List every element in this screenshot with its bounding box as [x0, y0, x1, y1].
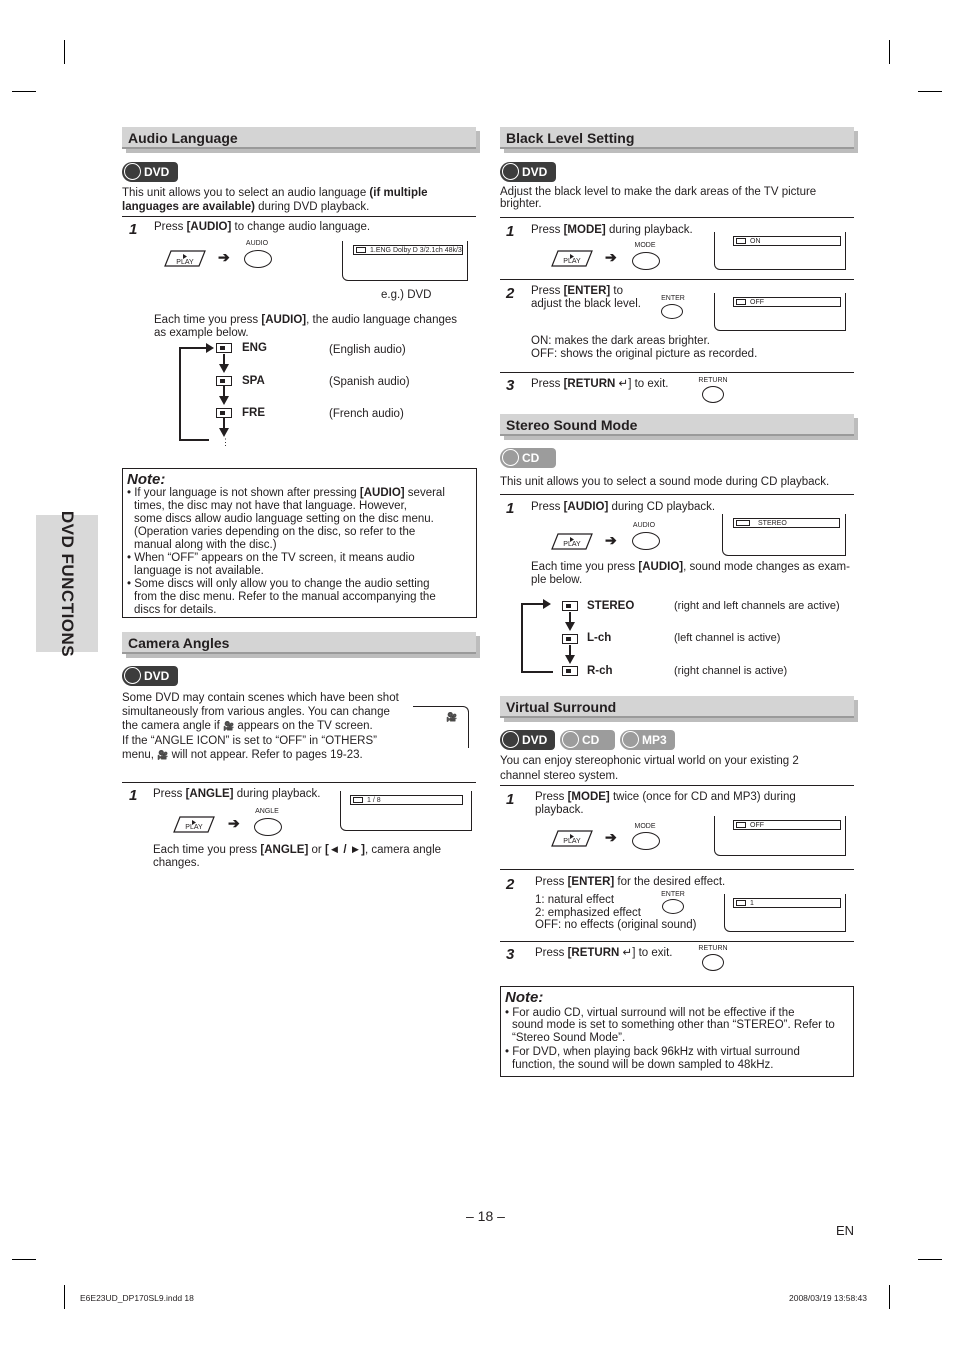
osd-display: ON [733, 236, 841, 246]
tv-screen [413, 706, 469, 748]
note-line: some discs allow audio language setting on the disc menu. [134, 513, 434, 525]
surround-option: 1: natural effect [535, 894, 615, 906]
enter-button-icon [661, 304, 683, 319]
black-on-text: ON: makes the dark areas brighter. [531, 335, 710, 347]
step-number: 2 [506, 876, 515, 893]
loop-line [521, 603, 545, 605]
crop-mark [889, 1285, 890, 1309]
step-number: 1 [506, 223, 515, 240]
play-label: PLAY [563, 258, 581, 265]
mode-desc: (right and left channels are active) [674, 600, 840, 612]
crop-mark [889, 40, 890, 64]
disc-icon [502, 449, 519, 466]
dvd-badge: DVD [122, 666, 178, 686]
note-line: sound mode is set to something other than “STEREO”. Refer to [512, 1019, 835, 1031]
more-indicator: ⋮ [221, 437, 230, 447]
note-line: “Stereo Sound Mode”. [512, 1032, 626, 1044]
play-label: PLAY [563, 541, 581, 548]
return-button-label: RETURN [698, 945, 728, 952]
footer-timestamp: 2008/03/19 13:58:43 [789, 1293, 867, 1303]
black-step3-text: Press [RETURN ↵] to exit. [531, 378, 669, 390]
enter-button-label: ENTER [661, 891, 685, 898]
divider [122, 216, 476, 217]
page-number: – 18 – [466, 1208, 505, 1224]
surround-intro: You can enjoy stereophonic virtual world on your existing 2 [500, 755, 799, 767]
step-number: 3 [506, 946, 515, 963]
black-step2-text: Press [ENTER] to [531, 285, 624, 297]
note-line: from the disc menu. Refer to the manual accompanying the [134, 591, 436, 603]
play-label: PLAY [563, 838, 581, 845]
dvd-badge: DVD [122, 162, 178, 182]
audio-each-text: Each time you press [AUDIO], the audio language changes [154, 314, 458, 326]
lang-desc: (Spanish audio) [329, 376, 410, 388]
language-label: EN [836, 1223, 855, 1238]
return-button-icon [702, 954, 724, 971]
arrow-right-icon: ➔ [228, 815, 240, 831]
note-line: function, the sound will be down sampled to 48kHz. [512, 1059, 774, 1071]
arrow-head-icon [206, 343, 214, 353]
audio-icon [216, 408, 232, 418]
note-bullet: • Some discs will only allow you to change the audio setting [127, 578, 430, 590]
disc-icon [562, 731, 579, 748]
dvd-badge: DVD [500, 162, 556, 182]
section-title-camera-angles: Camera Angles [122, 632, 476, 654]
cd-badge: CD [500, 448, 556, 468]
note-box [122, 468, 477, 618]
section-title-black-level: Black Level Setting [500, 127, 854, 149]
section-title-stereo-sound: Stereo Sound Mode [500, 414, 854, 436]
divider [500, 941, 854, 942]
arrow-right-icon: ➔ [605, 829, 617, 845]
disc-icon [622, 731, 639, 748]
audio-button-icon [244, 250, 272, 268]
note-line: times, the disc may not have that language. However, [134, 500, 407, 512]
crop-mark [12, 1259, 36, 1260]
crop-mark [918, 1259, 942, 1260]
mode-button-icon [632, 832, 660, 850]
crop-mark [12, 91, 36, 92]
arrow-down-icon [565, 622, 575, 631]
return-icon: ↵ [615, 378, 629, 390]
audio-button-icon [632, 532, 660, 550]
mode-code: L-ch [587, 632, 612, 644]
arrow-right-icon: ➔ [605, 532, 617, 548]
black-off-text: OFF: shows the original picture as recorded. [531, 348, 758, 360]
return-button-icon [702, 386, 724, 403]
eg-label: e.g.) DVD [381, 289, 432, 301]
disc-icon [124, 163, 141, 180]
note-title: Note: [505, 989, 544, 1006]
camera-icon: 🎥 [157, 750, 169, 760]
surround-option: 2: emphasized effect [535, 907, 641, 919]
divider [500, 785, 854, 786]
surround-step3-text: Press [RETURN ↵] to exit. [535, 947, 673, 959]
audio-icon [562, 634, 578, 644]
osd-display: OFF [733, 297, 841, 307]
mode-code: R-ch [587, 665, 613, 677]
step-number: 1 [129, 221, 138, 238]
enter-button-label: ENTER [661, 295, 685, 302]
mp3-badge: MP3 [620, 730, 675, 750]
note-bullet: • For DVD, when playing back 96kHz with virtual surround [505, 1046, 800, 1058]
divider [500, 372, 854, 373]
note-line: discs for details. [134, 604, 217, 616]
angle-intro: If the “ANGLE ICON” is set to “OFF” in “OTHERS” [122, 735, 377, 747]
section-title-audio-language: Audio Language [122, 127, 476, 149]
loop-line [521, 671, 553, 673]
footer-file: E6E23UD_DP170SL9.indd 18 [80, 1293, 194, 1303]
note-bullet: • When “OFF” appears on the TV screen, it means audio [127, 552, 415, 564]
mode-desc: (left channel is active) [674, 632, 781, 644]
step-number: 1 [506, 500, 515, 517]
audio-icon [562, 601, 578, 611]
angle-step1-text: Press [ANGLE] during playback. [153, 788, 321, 800]
divider [500, 869, 854, 870]
disc-icon [502, 731, 519, 748]
osd-display: 1 / 8 [350, 795, 463, 805]
disc-icon [502, 163, 519, 180]
loop-line [179, 347, 181, 441]
divider [500, 494, 854, 495]
lang-code: FRE [242, 407, 265, 419]
audio-intro-2: languages are available) during DVD playback. [122, 201, 370, 213]
stereo-intro: This unit allows you to select a sound mode during CD playback. [500, 476, 830, 488]
crop-mark [64, 1285, 65, 1309]
loop-line [179, 439, 209, 441]
return-icon: ↵ [619, 947, 633, 959]
black-step1-text: Press [MODE] during playback. [531, 224, 693, 236]
divider [500, 217, 854, 218]
angle-button-label: ANGLE [255, 808, 279, 815]
crop-mark [64, 40, 65, 64]
step-number: 3 [506, 377, 515, 394]
note-line: (Operation varies depending on the disc, so refer to the [134, 526, 416, 538]
loop-line [179, 347, 209, 349]
section-title-virtual-surround: Virtual Surround [500, 696, 854, 718]
note-box [500, 986, 854, 1077]
lang-code: ENG [242, 342, 267, 354]
black-intro-2: brighter. [500, 198, 542, 210]
play-label: PLAY [185, 824, 203, 831]
osd-display: OFF [733, 820, 841, 830]
mode-button-label: MODE [634, 242, 656, 249]
note-title: Note: [127, 471, 166, 488]
audio-icon [216, 376, 232, 386]
mode-button-icon [632, 252, 660, 270]
mode-desc: (right channel is active) [674, 665, 788, 677]
angle-each-text-2: changes. [153, 857, 200, 869]
arrow-right-icon: ➔ [605, 249, 617, 265]
lang-desc: (French audio) [329, 408, 404, 420]
note-line: manual along with the disc.) [134, 539, 277, 551]
crop-mark [918, 91, 942, 92]
camera-icon: 🎥 [446, 712, 458, 722]
angle-intro: menu, 🎥 will not appear. Refer to pages 19-23. [122, 749, 363, 761]
dvd-badge: DVD [500, 730, 555, 750]
angle-intro: the camera angle if 🎥 appears on the TV screen. [122, 720, 373, 732]
audio-step1-text: Press [AUDIO] to change audio language. [154, 221, 371, 233]
divider [500, 279, 854, 280]
angle-each-text: Each time you press [ANGLE] or [◄ / ►], camera angle [153, 844, 442, 856]
osd-display: 1 [733, 898, 841, 908]
return-button-label: RETURN [698, 377, 728, 384]
stereo-step1-text: Press [AUDIO] during CD playback. [531, 501, 716, 513]
lang-desc: (English audio) [329, 344, 406, 356]
note-bullet: • If your language is not shown after pressing [AUDIO] several [127, 487, 445, 499]
mode-button-label: MODE [634, 823, 656, 830]
arrow-down-icon [565, 655, 575, 664]
surround-step2-text: Press [ENTER] for the desired effect. [535, 876, 726, 888]
note-line: language is not available. [134, 565, 264, 577]
black-intro: Adjust the black level to make the dark areas of the TV picture [500, 186, 817, 198]
camera-icon: 🎥 [223, 721, 235, 731]
arrow-down-icon [219, 364, 229, 373]
audio-each-text-2: as example below. [154, 327, 249, 339]
audio-icon [562, 666, 578, 676]
audio-intro: This unit allows you to select an audio language (if multiple [122, 187, 428, 199]
surround-option: OFF: no effects (original sound) [535, 919, 697, 931]
mode-code: STEREO [587, 600, 635, 612]
side-tab-label: DVD FUNCTIONS [58, 510, 77, 657]
surround-intro-2: channel stereo system. [500, 770, 619, 782]
step-number: 1 [129, 787, 138, 804]
angle-button-icon [254, 818, 282, 836]
osd-display: 1.ENG Dolby D 3/2.1ch 48k/3 [353, 245, 463, 255]
lang-code: SPA [242, 375, 265, 387]
black-step2-text-2: adjust the black level. [531, 298, 641, 310]
note-bullet: • For audio CD, virtual surround will not be effective if the [505, 1007, 795, 1019]
osd-display: STEREO [733, 518, 840, 528]
step-number: 1 [506, 791, 515, 808]
arrow-head-icon [543, 599, 551, 609]
angle-intro: Some DVD may contain scenes which have been shot [122, 692, 399, 704]
surround-step1-text-2: playback. [535, 804, 584, 816]
stereo-each-text: Each time you press [AUDIO], sound mode changes as exam- [531, 561, 850, 573]
play-label: PLAY [176, 259, 194, 266]
divider [122, 782, 476, 783]
audio-icon [216, 343, 232, 353]
surround-step1-text: Press [MODE] twice (once for CD and MP3) during [535, 791, 796, 803]
disc-icon [124, 667, 141, 684]
stereo-each-text-2: ple below. [531, 574, 583, 586]
enter-button-icon [662, 899, 684, 914]
loop-line [521, 603, 523, 673]
cd-badge: CD [560, 730, 615, 750]
audio-button-label: AUDIO [245, 240, 269, 247]
arrow-down-icon [219, 396, 229, 405]
angle-intro: simultaneously from various angles. You can change [122, 706, 390, 718]
audio-button-label: AUDIO [632, 522, 656, 529]
step-number: 2 [506, 285, 515, 302]
arrow-right-icon: ➔ [218, 249, 230, 265]
